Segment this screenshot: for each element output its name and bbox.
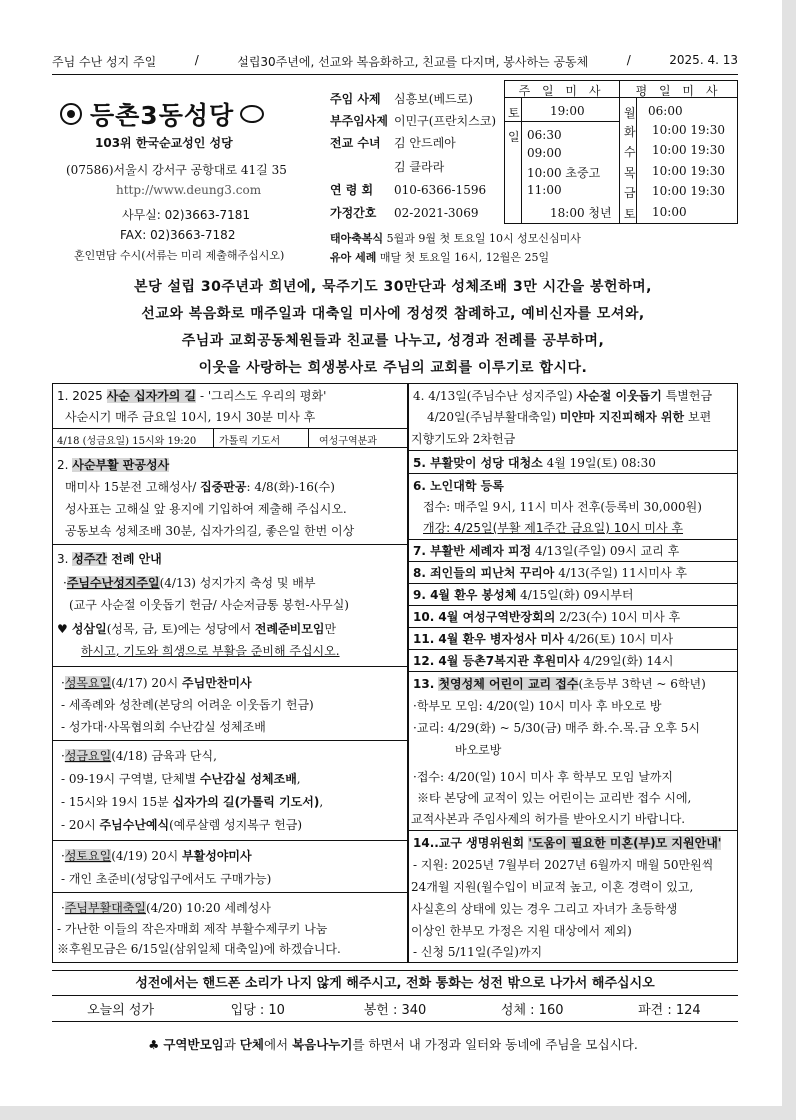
left-notice-column: [52, 383, 408, 963]
notice-14-line: 24개월 지원(월수입이 비교적 높고, 이혼 경력이 있고,: [411, 880, 694, 894]
liturgical-day: 주님 수난 성지 주일: [52, 55, 157, 69]
fax-number: FAX: 02)3663-7182: [120, 228, 236, 242]
holy-saturday-title: ·성토요일(4/19) 20시 부활성야미사: [61, 849, 252, 863]
declaration-line: 이웃을 사랑하는 희생봉사로 주님의 교회를 이루기로 합시다.: [198, 360, 588, 376]
weekday-mass-title: 평 일 미 사: [635, 84, 722, 98]
weekday-label: 금: [624, 186, 636, 200]
divider: [409, 605, 737, 606]
staff-row: 부주임사제 이민구(프란치스코): [330, 114, 497, 128]
sunday-mass-title: 주 일 미 사: [518, 84, 605, 98]
sunday-label: 일: [508, 130, 520, 144]
page-edge-bottom: [0, 1106, 796, 1120]
good-friday-line: - 09-19시 구역별, 단체별 수난감실 성체조배,: [61, 772, 301, 786]
hymn-stats-row: [52, 996, 738, 1022]
holy-thursday-line: - 세족례와 성찬례(본당의 어려운 이웃돕기 헌금): [61, 698, 314, 712]
easter-line: - 가난한 이들의 작은자매회 제작 부활수제쿠키 나눔: [57, 922, 328, 936]
parish-emblem-icon: [60, 103, 82, 125]
hymn-label: 오늘의 성가: [87, 1003, 155, 1018]
divider: [409, 473, 737, 474]
divider: [409, 649, 737, 650]
staff-row: 김 클라라: [394, 160, 445, 174]
good-friday-title: ·성금요일(4/18) 금육과 단식,: [61, 749, 217, 763]
notice-6-line: 개강: 4/25일(부활 제1주간 금요일) 10시 미사 후: [423, 521, 684, 535]
divider: [409, 671, 737, 672]
notice-14-line: - 신청 5/11일(주일)까지: [413, 945, 543, 959]
hymn-communion: 성체 : 160: [500, 1003, 564, 1018]
easter-line: ※후원모금은 6/15일(삼위일체 대축일)에 하겠습니다.: [57, 942, 341, 956]
divider: [409, 627, 737, 628]
notice-14-line: 사실혼의 상태에 있는 경우 그리고 자녀가 초등학생: [411, 902, 678, 916]
divider: [619, 80, 620, 224]
notice-3-line: 하시고, 기도와 희생으로 부활을 준비해 주십시오.: [81, 644, 340, 658]
divider: [53, 840, 407, 841]
good-friday-line: - 15시와 19시 15분 십자가의 길(가톨릭 기도서),: [61, 795, 324, 809]
weekday-times: 10:00 19:30: [652, 184, 725, 198]
weekday-times: 10:00 19:30: [652, 143, 725, 157]
notice-4-line: 4/20일(주님부활대축일) 미얀마 지진피해자 위한 보편: [427, 410, 712, 424]
holy-saturday-line: - 개인 초준비(성당입구에서도 구매가능): [61, 872, 272, 886]
sunday-time: 18:00 청년: [550, 206, 612, 220]
divider: [409, 450, 737, 451]
parish-subtitle: 103위 한국순교성인 성당: [95, 136, 233, 150]
weekday-label: 수: [624, 145, 636, 159]
divider: [409, 539, 737, 540]
notice-13-line: ※타 본당에 교적이 있는 어린이는 교리반 접수 시에,: [417, 791, 692, 805]
notice-3-line: (교구 사순절 이웃돕기 헌금/ 사순저금통 봉헌-사무실): [69, 598, 349, 612]
wedding-notice: 혼인면담 수시(서류는 미리 제출해주십시오): [74, 249, 285, 262]
parish-url[interactable]: http://www.deung3.com: [116, 183, 262, 197]
notice-2-title: 2. 사순부활 판공성사: [57, 458, 170, 472]
holy-thursday-line: - 성가대·사목협의회 수난감실 성체조배: [61, 720, 266, 734]
saturday-label: 토: [508, 106, 520, 120]
notice-14-title: 14..교구 생명위원회 '도움이 필요한 미혼(부)모 지원안내': [413, 836, 722, 850]
good-friday-line: - 20시 주님수난예식(예루살렘 성지복구 헌금): [61, 818, 303, 832]
notice-5: 5. 부활맞이 성당 대청소 4월 19일(토) 08:30: [413, 456, 656, 470]
notice-8: 8. 죄인들의 피난처 꾸리아 4/13(주일) 11시미사 후: [413, 566, 687, 580]
notice-1-table: [53, 428, 407, 448]
notice-6-line: 접수: 매주일 9시, 11시 미사 전후(등록비 30,000원): [423, 500, 702, 514]
notice-2-line: 매미사 15분전 고해성사/ 집중판공: 4/8(화)-16(수): [65, 480, 335, 494]
notice-1-line: 사순시기 매주 금요일 10시, 19시 30분 미사 후: [65, 410, 316, 424]
notice-6-title: 6. 노인대학 등록: [413, 479, 504, 493]
staff-row: 연 령 회 010-6366-1596: [330, 183, 487, 197]
easter-title: ·주님부활대축일(4/20) 10:20 세례성사: [61, 901, 271, 915]
divider: [521, 97, 522, 224]
parish-logo-row: [60, 96, 264, 132]
blessing-row: 태아축복식 5월과 9월 첫 토요일 10시 성모신심미사: [330, 232, 581, 245]
notice-4-title: 4. 4/13일(주님수난 성지주일) 사순절 이웃돕기 특별헌금: [413, 389, 713, 403]
hymn-entrance: 입당 : 10: [230, 1003, 285, 1018]
weekday-label: 토: [624, 207, 636, 221]
notice-13-title: 13. 첫영성체 어린이 교리 접수(초등부 3학년 ~ 6학년): [413, 677, 706, 691]
notice-2-line: 공동보속 성체조배 30분, 십자가의길, 좋은일 한번 이상: [65, 524, 355, 538]
notice-13-line: ·교리: 4/29(화) ~ 5/30(금) 매주 화.수.목.금 오후 5시: [413, 721, 701, 735]
separator: /: [194, 53, 199, 67]
table-cell: 4/18 (성금요일) 15시와 19:20: [57, 436, 197, 447]
notice-3-line: ·주님수난성지주일(4/13) 성지가지 축성 및 배부: [63, 576, 316, 590]
staff-row: 주임 사제 심흥보(베드로): [330, 92, 473, 106]
weekday-label: 목: [624, 166, 636, 180]
parish-name: 등촌3동성당: [90, 101, 235, 130]
notice-3-line: ♥ 성삼일(성목, 금, 토)에는 성당에서 전례준비모임만: [57, 622, 337, 636]
notice-7: 7. 부활반 세례자 피정 4/13일(주일) 09시 교리 후: [413, 544, 680, 558]
divider: [53, 740, 407, 741]
weekday-times: 10:00 19:30: [652, 164, 725, 178]
divider: [409, 830, 737, 831]
staff-row: 가정간호 02-2021-3069: [330, 206, 479, 220]
parish-address: (07586)서울시 강서구 공항대로 41길 35: [66, 163, 287, 177]
table-cell: 여성구역분과: [319, 436, 377, 447]
blessing-row: 유아 세례 매달 첫 토요일 16시, 12월은 25일: [330, 251, 550, 264]
saturday-time: 19:00: [550, 104, 585, 118]
notice-1-title: 1. 2025 사순 십자가의 길 - '그리스도 우리의 평화': [57, 389, 327, 403]
holy-thursday-title: ·성목요일(4/17) 20시 주님만찬미사: [61, 676, 252, 690]
parish-motto: 설립30주년에, 선교와 복음화하고, 친교를 다지며, 봉사하는 공동체: [237, 55, 589, 69]
phone-notice: 성전에서는 핸드폰 소리가 나지 않게 해주시고, 전화 통화는 성전 밖으로 나가서 해주십시오: [52, 970, 738, 996]
notice-13-line: 바오로방: [455, 743, 502, 757]
weekday-label: 화: [624, 125, 636, 139]
top-header-line: [52, 53, 738, 75]
bulletin-date: 2025. 4. 13: [669, 53, 738, 67]
weekday-times: 10:00: [652, 205, 687, 219]
hymn-recessional: 파견 : 124: [638, 1003, 701, 1018]
notice-13-line: ·학부모 모임: 4/20(일) 10시 미사 후 바오로 방: [413, 699, 662, 713]
notice-12: 12. 4월 등촌7복지관 후원미사 4/29일(화) 14시: [413, 654, 674, 668]
notice-4-line: 지향기도와 2차헌금: [411, 432, 516, 446]
weekday-times: 06:00: [648, 104, 683, 118]
declaration-line: 선교와 복음화로 매주일과 대축일 미사에 정성껏 참례하고, 예비신자를 모셔와,: [141, 306, 645, 322]
sunday-time: 09:00: [527, 146, 562, 160]
page-edge-right: [782, 0, 796, 1120]
divider: [409, 583, 737, 584]
weekday-times: 10:00 19:30: [652, 123, 725, 137]
notice-13-line: 교적사본과 주임사제의 허가를 받아오시기 바랍니다.: [411, 812, 686, 826]
hymn-offertory: 봉헌 : 340: [363, 1003, 427, 1018]
table-cell: 가톨릭 기도서: [219, 436, 281, 447]
staff-row: 전교 수녀 김 안드레아: [330, 136, 456, 150]
pax-symbol-icon: [240, 105, 264, 123]
notice-9: 9. 4월 환우 봉성체 4/15일(화) 09시부터: [413, 588, 634, 602]
sunday-time: 06:30: [527, 128, 562, 142]
notice-14-line: 이상인 한부모 가정은 지원 대상에서 제외): [411, 924, 632, 938]
separator: /: [626, 53, 631, 67]
divider: [504, 121, 619, 122]
divider: [53, 892, 407, 893]
notice-14-line: - 지원: 2025년 7월부터 2027년 6월까지 매월 50만원씩: [413, 858, 714, 872]
divider: [53, 544, 407, 545]
sunday-time: 10:00 초중고: [527, 166, 601, 180]
divider: [409, 561, 737, 562]
notice-3-title: 3. 성주간 전례 안내: [57, 552, 162, 566]
sunday-time: 11:00: [527, 183, 562, 197]
divider: [636, 97, 637, 224]
notice-13-line: ·접수: 4/20(일) 10시 미사 후 학부모 모임 날까지: [413, 770, 674, 784]
divider: [53, 666, 407, 667]
notice-2-line: 성사표는 고해실 앞 용지에 기입하여 제출해 주십시오.: [65, 502, 347, 516]
declaration-line: 주님과 교회공동체원들과 친교를 나누고, 성경과 전례를 공부하며,: [181, 333, 605, 349]
office-phone: 사무실: 02)3663-7181: [122, 208, 250, 222]
right-notice-column: [408, 383, 738, 963]
notice-10: 10. 4월 여성구역반장회의 2/23(수) 10시 미사 후: [413, 610, 681, 624]
notice-11: 11. 4월 환우 병자성사 미사 4/26(토) 10시 미사: [413, 632, 674, 646]
weekday-label: 월: [624, 106, 636, 120]
declaration-line: 본당 설립 30주년과 희년에, 묵주기도 30만단과 성체조배 3만 시간을 봉헌하며,: [134, 279, 652, 295]
bottom-exhortation: ♣ 구역반모임과 단체에서 복음나누기를 하면서 내 가정과 일터와 동네에 주님을 모십시다.: [148, 1037, 638, 1052]
